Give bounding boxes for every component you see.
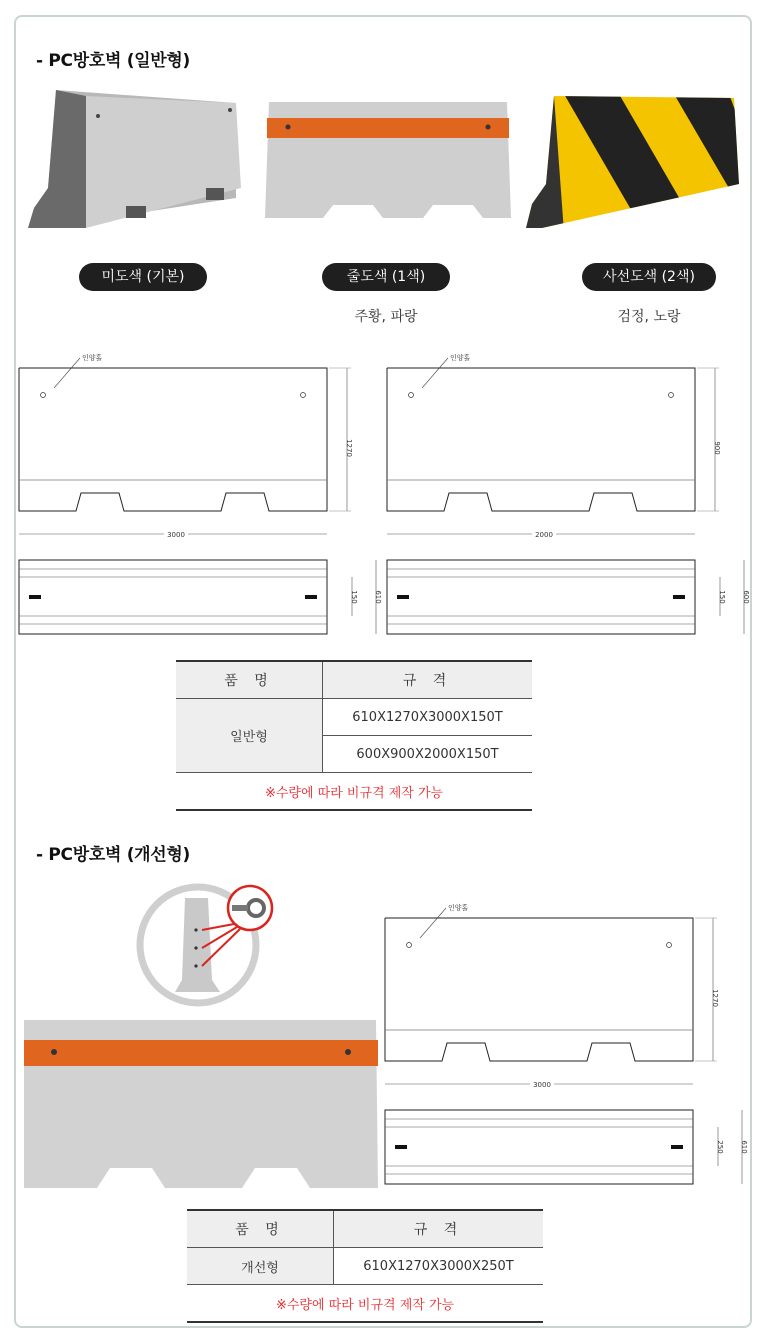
drawing-a-side-total: 610 — [374, 590, 382, 604]
drawing-b-front — [382, 348, 727, 543]
drawing-c-side-total: 610 — [740, 1140, 748, 1154]
table2-note: ※수량에 따라 비규격 제작 가능 — [187, 1285, 543, 1323]
table2-header-spec: 규 격 — [334, 1210, 544, 1248]
barrier-plain-image — [26, 88, 251, 233]
table1-header-spec: 규 격 — [323, 661, 533, 699]
table1-note: ※수량에 따라 비규격 제작 가능 — [176, 773, 532, 811]
drawing-a-height: 1270 — [345, 439, 353, 457]
variant-badge-diagonal: 사선도색 (2색) — [582, 263, 716, 291]
drawing-c-front — [380, 898, 725, 1093]
variant-badge-plain: 미도색 (기본) — [79, 263, 207, 291]
table2-header-name: 품 명 — [187, 1210, 334, 1248]
drawing-a-side — [14, 555, 389, 640]
drawing-c-side-small: 250 — [716, 1140, 724, 1154]
drawing-b-width: 2000 — [535, 531, 553, 539]
drawing-c-hole-label: 인양홀 — [448, 904, 469, 912]
section2-heading: - PC방호벽 (개선형) — [36, 845, 190, 865]
drawing-b-side-small: 150 — [718, 590, 726, 604]
lifting-hole-detail-image — [130, 880, 280, 1010]
table2-product-name: 개선형 — [187, 1248, 334, 1285]
table1-header-name: 품 명 — [176, 661, 323, 699]
table1-spec-1: 610X1270X3000X150T — [323, 699, 533, 736]
drawing-b-side — [382, 555, 757, 640]
drawing-c-side — [380, 1105, 755, 1190]
variant-badge-stripe: 줄도색 (1색) — [322, 263, 450, 291]
drawing-c-width: 3000 — [533, 1081, 551, 1089]
barrier-stripe-image — [263, 100, 513, 228]
drawing-a-side-small: 150 — [350, 590, 358, 604]
drawing-c-height: 1270 — [711, 989, 719, 1007]
section1-heading: - PC방호벽 (일반형) — [36, 51, 190, 71]
drawing-b-height: 900 — [713, 441, 721, 455]
drawing-b-hole-label: 인양홀 — [450, 354, 471, 362]
spec-table-general — [176, 660, 532, 811]
table1-spec-2: 600X900X2000X150T — [323, 736, 533, 773]
drawing-a-width: 3000 — [167, 531, 185, 539]
variant-colors-stripe: 주황, 파랑 — [354, 309, 418, 325]
table1-product-name: 일반형 — [176, 699, 323, 773]
barrier-diagonal-image — [524, 94, 744, 232]
spec-table-improved — [187, 1209, 543, 1323]
drawing-a-hole-label: 인양홀 — [82, 354, 103, 362]
drawing-a-front — [14, 348, 359, 543]
variant-colors-diagonal: 검정, 노랑 — [617, 309, 681, 325]
drawing-b-side-total: 600 — [742, 590, 750, 604]
barrier-improved-image — [22, 1018, 380, 1196]
table2-spec: 610X1270X3000X250T — [334, 1248, 544, 1285]
